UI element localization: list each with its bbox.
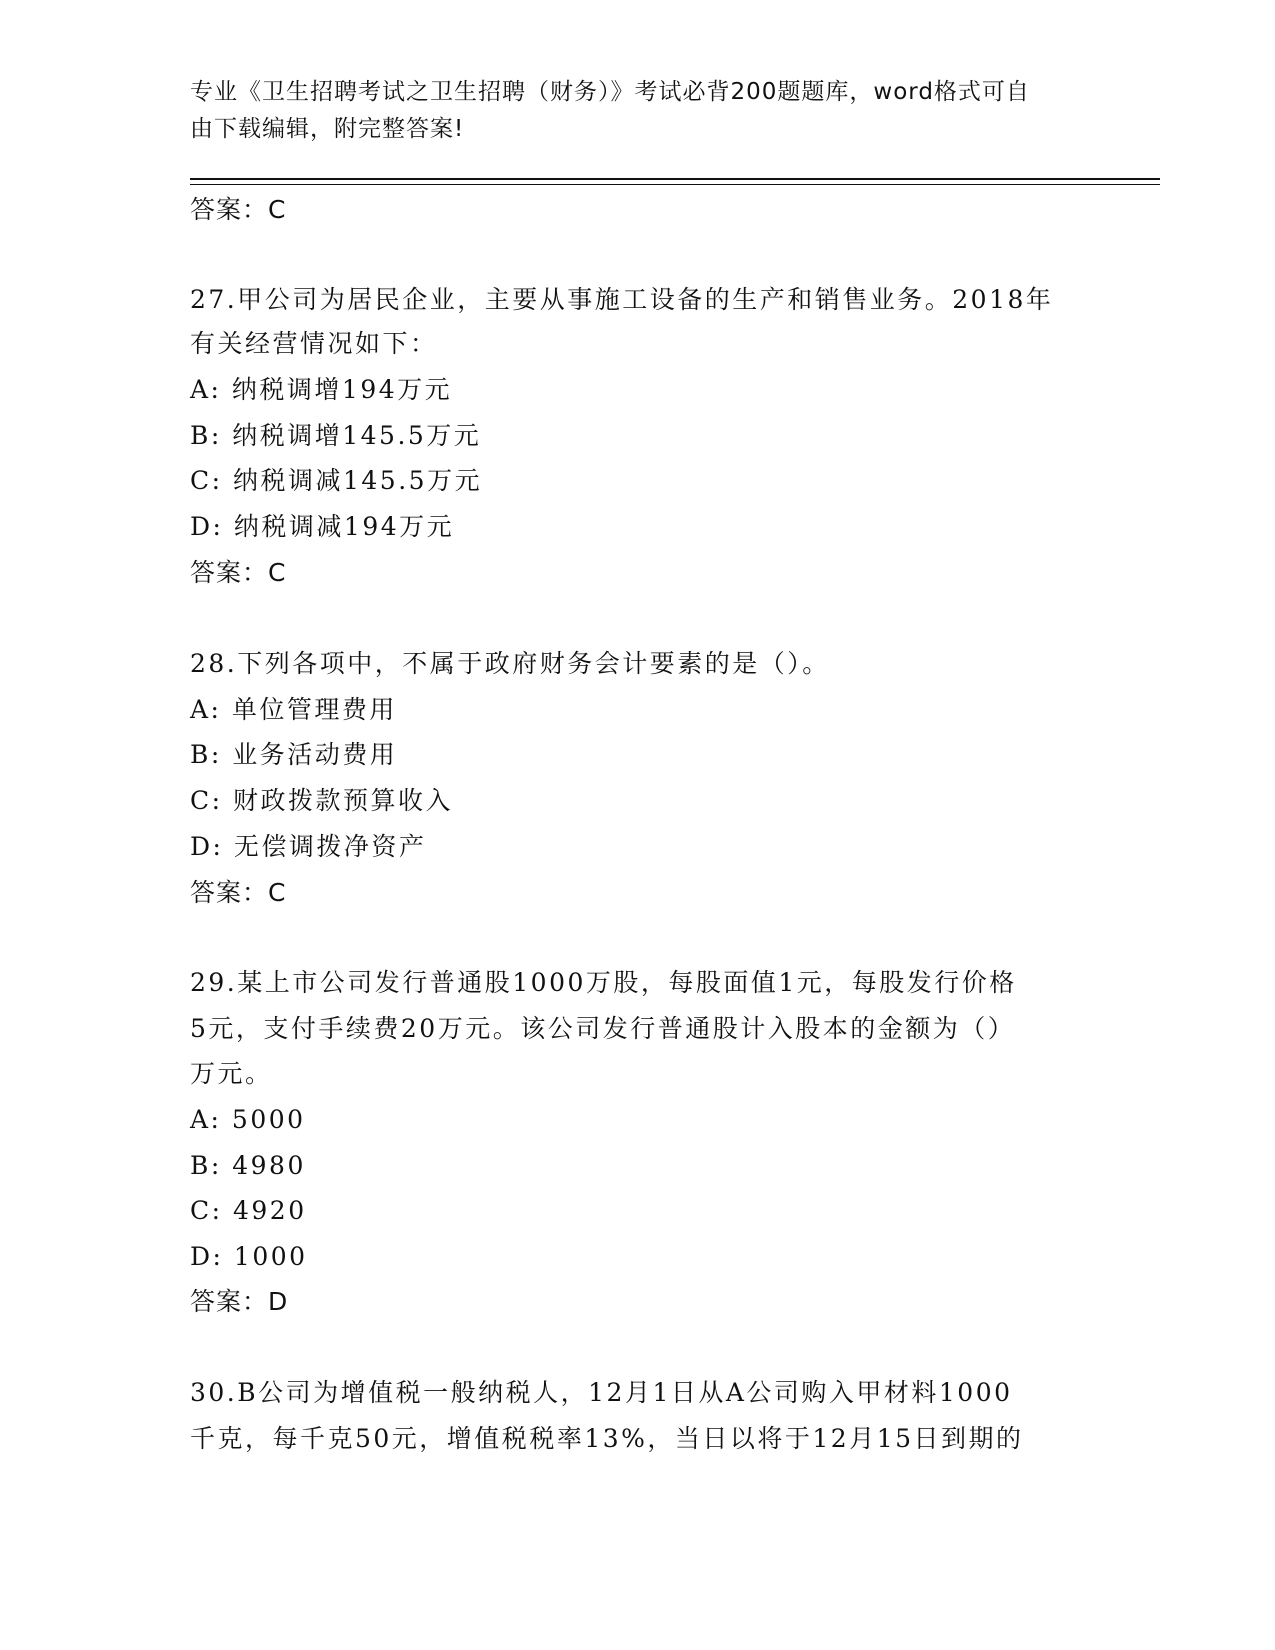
- question-27-option-c: C: 纳税调减145.5万元: [190, 466, 483, 495]
- question-29-option-a: A: 5000: [190, 1105, 306, 1134]
- header-divider-thin: [190, 184, 1160, 185]
- question-27-option-b: B: 纳税调增145.5万元: [190, 421, 482, 450]
- question-30-stem-line-1: 30.B公司为增值税一般纳税人，12月1日从A公司购入甲材料1000: [190, 1378, 1013, 1407]
- question-30-stem-line-2: 千克，每千克50元，增值税税率13%，当日以将于12月15日到期的: [190, 1424, 1024, 1453]
- question-28-stem-line-1: 28.下列各项中，不属于政府财务会计要素的是（）。: [190, 649, 830, 678]
- header-line-2: 由下载编辑，附完整答案!: [190, 116, 465, 142]
- question-28-option-c: C: 财政拨款预算收入: [190, 786, 453, 815]
- question-27-option-a: A: 纳税调增194万元: [190, 375, 453, 404]
- question-29-option-d: D: 1000: [190, 1242, 308, 1271]
- question-27-stem-line-1: 27.甲公司为居民企业，主要从事施工设备的生产和销售业务。2018年: [190, 285, 1054, 314]
- answer-previous: 答案：C: [190, 195, 287, 224]
- question-27-answer: 答案：C: [190, 558, 287, 587]
- document-header: [190, 74, 1070, 148]
- header-line-1: 专业《卫生招聘考试之卫生招聘（财务）》考试必背200题题库，word格式可自: [190, 79, 1030, 105]
- question-28-option-a: A: 单位管理费用: [190, 695, 397, 724]
- header-divider-thick: [190, 178, 1160, 180]
- question-28-option-b: B: 业务活动费用: [190, 740, 398, 769]
- question-29-option-c: C: 4920: [190, 1196, 307, 1225]
- question-29-answer: 答案：D: [190, 1287, 289, 1316]
- question-27-stem-line-2: 有关经营情况如下：: [190, 329, 438, 358]
- question-28-answer: 答案：C: [190, 878, 287, 907]
- question-27-option-d: D: 纳税调减194万元: [190, 512, 455, 541]
- question-29-stem-line-3: 万元。: [190, 1059, 273, 1088]
- question-29-stem-line-1: 29.某上市公司发行普通股1000万股，每股面值1元，每股发行价格: [190, 968, 1017, 997]
- question-28-option-d: D: 无偿调拨净资产: [190, 832, 427, 861]
- question-29-option-b: B: 4980: [190, 1151, 306, 1180]
- question-29-stem-line-2: 5元，支付手续费20万元。该公司发行普通股计入股本的金额为（）: [190, 1014, 1016, 1043]
